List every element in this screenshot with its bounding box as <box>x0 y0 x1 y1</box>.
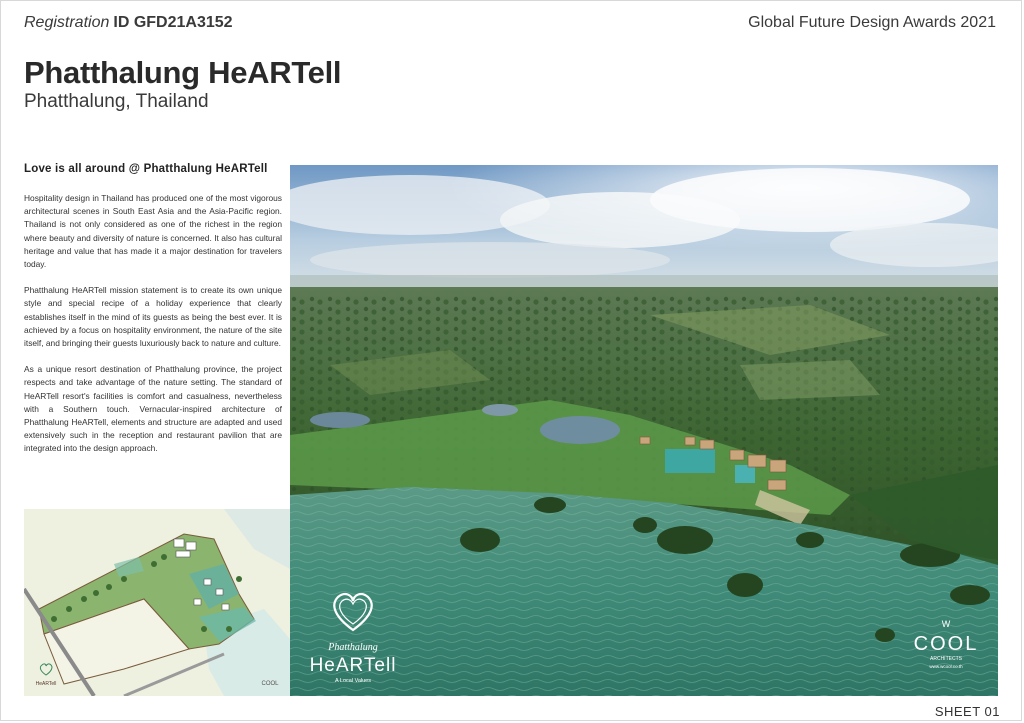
sheet-number: SHEET 01 <box>934 704 1000 719</box>
registration-id: ID GFD21A3152 <box>113 14 233 31</box>
project-title: Phatthalung HeARTell <box>24 55 342 90</box>
aerial-photo <box>290 165 998 696</box>
description-paragraph: Phatthalung HeARTell mission statement is to create its own unique style and special recipe of a holiday experience that clearly establishes itself in the mind of its guests as being the best ever. It is achieved by a focus on hospitality environment, the nature of the site itself, and bringing their guests luxuriously back to nature and culture. <box>24 285 282 349</box>
project-location: Phatthalung, Thailand <box>24 91 209 112</box>
logo-tagline: A Local Values <box>335 678 371 684</box>
site-plan <box>24 509 290 696</box>
brand-line1: ARCHITECTS <box>930 656 962 662</box>
description-paragraph: As a unique resort destination of Phatthalung province, the project respects and take advantage of the nature setting. The standard of HeARTell resort's facilities is comfort and casualness, nevertheless with a Southern touch. Vernacular-inspired architecture of Phatthalung HeARTell, elements and structure are adapted and used extensively such in the reception and restaurant pavilion that are integrated into the design approach. <box>24 364 282 454</box>
brand-name: COOL <box>913 633 979 655</box>
description <box>24 192 282 469</box>
registration-label: Registration <box>24 14 110 31</box>
description-paragraph: Hospitality design in Thailand has produced one of the most vigorous architectural scenes in South East Asia and the Asia-Pacific region. Thailand is not only considered as one of the richest in the region where beauty and diversity of nature is concerned. It also has cultural heritage and value that has made it a major destination for travelers today. <box>24 193 282 270</box>
section-heading: Love is all around @ Phatthalung HeARTell <box>24 163 268 175</box>
registration <box>24 14 233 32</box>
brand-top: W <box>941 619 951 629</box>
logo-script: Phatthalung <box>328 642 378 653</box>
plan-logo-wordmark: HeARTell <box>35 681 57 687</box>
plan-brand: COOL <box>261 681 279 687</box>
logo-wordmark: HeARTell <box>309 655 397 676</box>
award-name: Global Future Design Awards 2021 <box>748 14 996 31</box>
brand-line2: www.wcool.co.th <box>929 664 963 669</box>
